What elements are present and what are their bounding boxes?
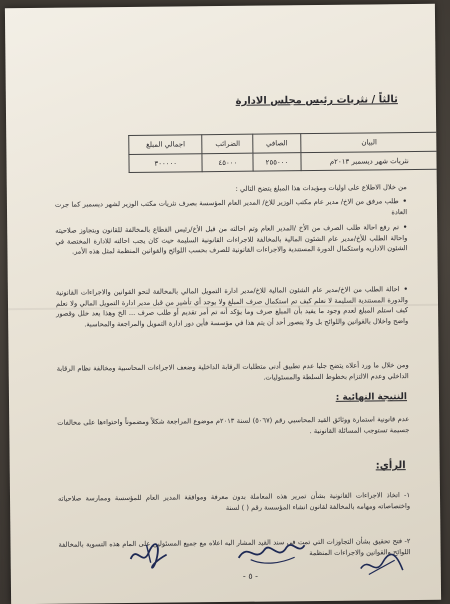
- bullet-dot: •: [402, 223, 408, 232]
- document-page: [5, 4, 441, 604]
- table-header-description: البيان: [300, 132, 438, 152]
- result-title: النتيجة النهائية :: [335, 392, 408, 403]
- table-header-net: الصافي: [253, 134, 300, 153]
- opinion-item: ١- اتخاذ الاجراءات القانونية بشأن تمرير هذه المعاملة بدون معرفة وموافقة المدير العام للمؤسسة وممارسة صلاحياته واختصاصاته ومهامه بالمخالفة لقانون انشاء المؤسسة رقم ( ) لسنة: [57, 491, 411, 512]
- table-cell-taxes: ٤٥٠٠٠: [202, 153, 253, 172]
- signature-mark-1: [126, 537, 174, 572]
- table-header-taxes: الضرائب: [202, 134, 253, 154]
- table-cell-description: نثريات شهر ديسمبر ٢٠١٣م: [300, 151, 438, 170]
- bullet-text: تم رفع احالة طلب الصرف من الأخ /المدير العام وتم احالته من قبل الأخ/رئيس القطاع بالمخالفة للقانون وبتجاوز صلاحيته واحالة الطلب للأخ/مدير عام الشئون المالية بالمخالفة للاجراءات القانونية السليمة حيث كان يجب احالته للادارة المختصة في الشئون الاداريه واستكمال الدورة المستندية والاجراءات القانونية للصرف بحسب اللوائح والقوانين المنظمة لمثل هذه الأمر.: [55, 223, 408, 256]
- opinion-title: الرأي:: [375, 460, 406, 472]
- table-header-total: اجمالي المبلغ: [129, 135, 203, 155]
- bullet-item: [55, 222, 407, 257]
- opinion-item: ٢- فتح تحقيق بشأن التجاوزات التي تمت في سند القيد المشار اليه اعلاه مع جميع المسئولين على المام هذه التسوية بالمخالفة اللوائح والقوانين والاجراءات المنظمة: [58, 537, 411, 557]
- table-cell-total: ٣٠٠٠٠٠: [129, 154, 203, 173]
- signature-mark-3: [357, 550, 407, 581]
- signature-mark-2: [234, 537, 306, 568]
- bullet-dot: •: [402, 197, 407, 206]
- bullet-item: [55, 196, 407, 221]
- bullet-dot: •: [403, 285, 408, 294]
- section-title: ثالثاً / نثريات رئيس مجلس الادارة: [235, 94, 398, 107]
- bullet-text: ومن خلال ما ورد أعلاه يتضح جليا عدم تطبيق أدنى متطلبات الرقابة الداخلية وضعف الاجراءات المحاسبية ومخالفة نظام الرقابة الداخلي وعدم الالتزام بخطوط السلطة والمسئوليات.: [56, 361, 409, 382]
- page-number: - ٥ -: [242, 571, 259, 581]
- payment-table: [128, 132, 438, 173]
- table-cell-net: ٢٥٥٠٠٠: [253, 153, 300, 171]
- intro-text: من خلال الاطلاع على اوليات ومؤيدات هذا المبلغ يتضح التالي :: [235, 183, 407, 193]
- page-content: [39, 16, 417, 600]
- bullet-item: [57, 360, 409, 385]
- bullet-text: احالة الطلب من الاخ/مدير عام الشئون المالية للاخ/مدير ادارة التمويل المالي بالمخالفة لنحو القوانين والاجراءات القانونية والدورة المستندية السليمة لا نعلم كيف تم استكمال صرف المبلغ ولا يوجد أي تأشير من قبل مدير ادارة التمويل المالي ولا نعلم كيف استلم المبلغ لعدم وجود ما يفيد بأن المبلغ صرف وما يؤكد أنه تم أمر تقديم أو طلب صرف ... الخ وهذا يعد خلل وقصور واضح واخلال بالقوانين واللوائح بل ولا يتصور أحد أن يتم هذا في مؤسسة فأين دور ادارة التمويل والمراجعة والمحاسبة.: [55, 285, 409, 329]
- result-body: عدم قانونية استمارة ووثائق القيد المحاسبي رقم (٥٠٦٧) لسنة ٢٠١٣م موضوع المراجعة شكلاً ومضموناً واحتواءها على مخالفات جسيمة تستوجب المسائلة القانونية .: [57, 415, 410, 435]
- bullet-item: [56, 284, 408, 330]
- bullet-text: طلب مرفق من الاخ/ مدير عام مكتب الوزير للاخ/ المدير العام المؤسسة بصرف نثريات مكتب الوزير لشهر ديسمبر كما جرت العادة: [54, 197, 408, 216]
- table-row: [129, 151, 438, 172]
